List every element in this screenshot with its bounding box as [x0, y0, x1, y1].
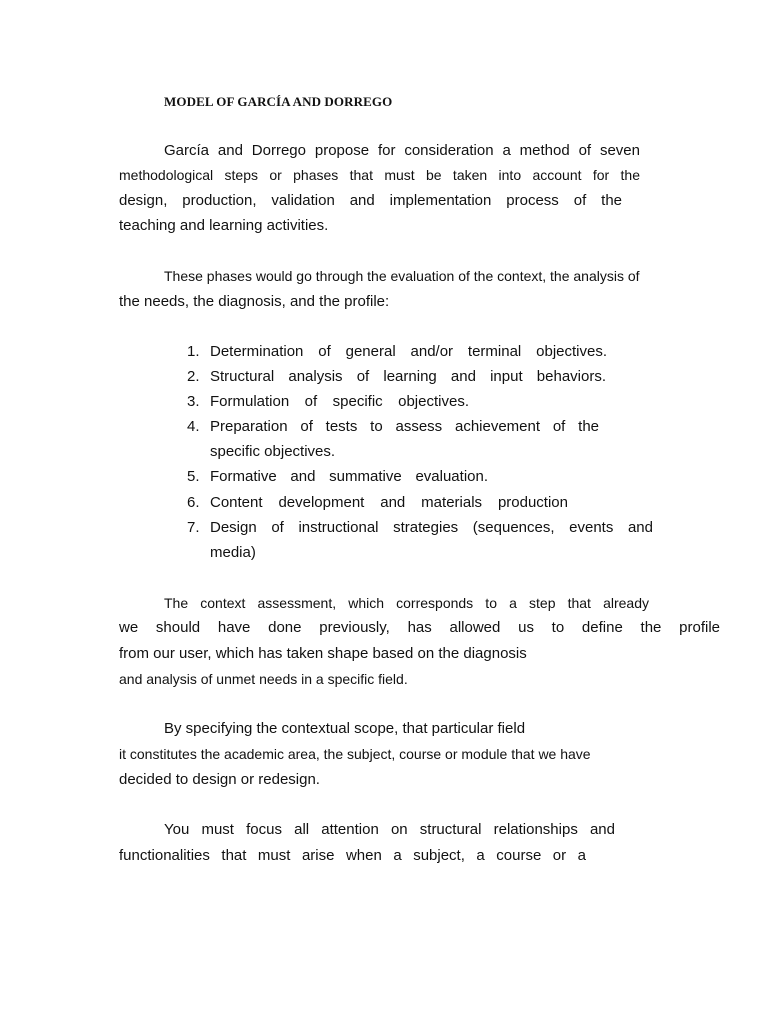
list-item-text-continued: media)	[210, 544, 256, 561]
list-item-text: Content development and materials production	[210, 494, 568, 511]
paragraph-3-line-4: and analysis of unmet needs in a specific field.	[119, 671, 408, 687]
list-item-number: 6.	[187, 494, 200, 511]
list-item-number: 2.	[187, 368, 200, 385]
paragraph-1-line-3: design, production, validation and implementation process of the	[119, 192, 622, 209]
paragraph-4-line-1: By specifying the contextual scope, that particular field	[164, 720, 526, 737]
paragraph-3-line-1: The context assessment, which corresponds to a step that already	[164, 595, 649, 611]
paragraph-3-line-2: we should have done previously, has allowed us to define the profile	[119, 619, 720, 636]
paragraph-1-line-1: García and Dorrego propose for consideration a method of seven	[164, 142, 640, 159]
paragraph-3-line-3: from our user, which has taken shape based on the diagnosis	[119, 645, 527, 662]
list-item-text-continued: specific objectives.	[210, 443, 336, 460]
paragraph-4-line-2: it constitutes the academic area, the subject, course or module that we have	[119, 746, 591, 762]
paragraph-4-line-3: decided to design or redesign.	[119, 771, 320, 788]
paragraph-1-line-4: teaching and learning activities.	[119, 217, 329, 234]
list-item-number: 3.	[187, 393, 200, 410]
list-item-number: 4.	[187, 418, 200, 435]
list-item-text: Formulation of specific objectives.	[210, 393, 469, 410]
paragraph-1-line-2: methodological steps or phases that must be taken into account for the	[119, 167, 640, 183]
paragraph-2-line-2: the needs, the diagnosis, and the profile:	[119, 293, 390, 310]
paragraph-2-line-1: These phases would go through the evaluation of the context, the analysis of	[164, 268, 640, 284]
page-title: MODEL OF GARCÍA AND DORREGO	[164, 94, 393, 109]
list-item-text: Determination of general and/or terminal objectives.	[210, 343, 607, 360]
list-item-number: 7.	[187, 519, 200, 536]
list-item-number: 5.	[187, 468, 200, 485]
paragraph-5-line-2: functionalities that must arise when a subject, a course or a	[119, 847, 586, 864]
list-item-text: Preparation of tests to assess achievement of the	[210, 418, 599, 435]
list-item-text: Structural analysis of learning and input behaviors.	[210, 368, 606, 385]
paragraph-5-line-1: You must focus all attention on structural relationships and	[164, 821, 615, 838]
list-item-text: Design of instructional strategies (sequences, events and	[210, 519, 653, 536]
list-item-number: 1.	[187, 343, 200, 360]
list-item-text: Formative and summative evaluation.	[210, 468, 488, 485]
